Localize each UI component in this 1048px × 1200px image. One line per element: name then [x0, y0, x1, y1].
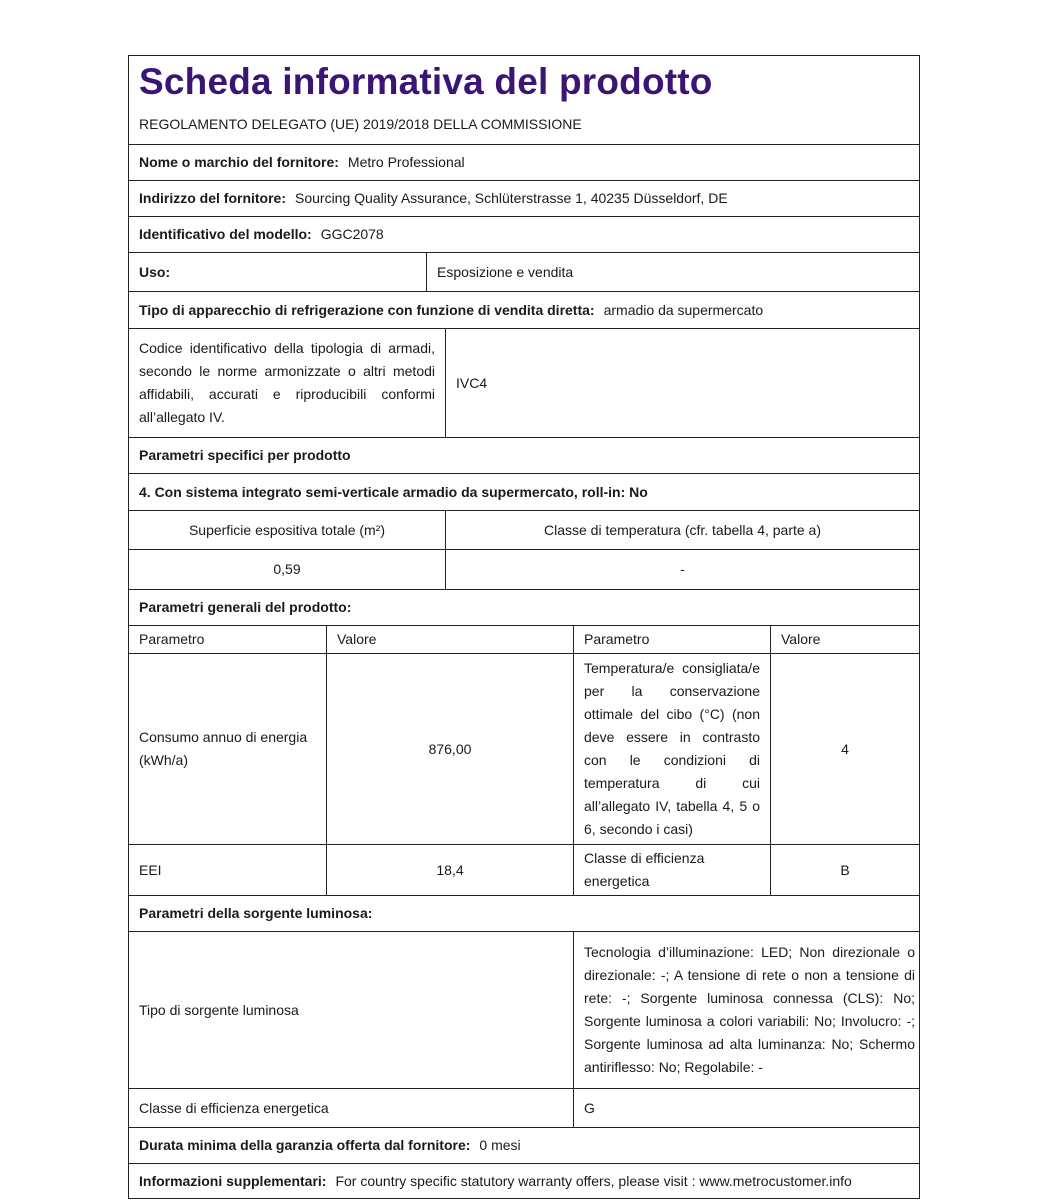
supplier-name-value: Metro Professional — [347, 154, 465, 170]
model-id-row — [129, 217, 919, 253]
light-source-type-label: Tipo di sorgente luminosa — [139, 1001, 299, 1018]
temperature-class-header: Classe di temperatura (cfr. tabella 4, parte a) — [445, 511, 919, 549]
energy-class-label: Classe di efficienza energetica — [573, 845, 770, 895]
appliance-type-row — [129, 292, 919, 329]
display-area-header: Superficie espositiva totale (m²) — [188, 521, 386, 538]
specific-params-subheading-row — [129, 474, 919, 511]
supplier-name-row — [129, 145, 919, 181]
light-source-class-value: G — [573, 1089, 919, 1127]
use-label: Uso: — [139, 263, 171, 280]
specific-params-subheading: 4. Con sistema integrato semi-verticale armadio da supermercato, roll-in: No — [139, 483, 648, 500]
energy-class-value: B — [770, 845, 919, 895]
additional-info-row — [129, 1164, 919, 1199]
recommended-temperature-label: Temperatura/e consigliata/e per la conservazione ottimale del cibo (°C) (non deve essere in contrasto con le condizioni di temperatura di cui all’allegato IV, tabella 4, 5 o 6, secondo i casi) — [573, 654, 770, 844]
additional-info-value: For country specific statutory warranty offers, please visit : www.metrocustomer.info — [335, 1173, 852, 1189]
light-source-type-value: Tecnologia d’illuminazione: LED; Non direzionale o direzionale: -; A tensione di rete o non a tensione di rete: -; Sorgente luminosa connessa (CLS): No; Sorgente luminosa a colori variabili: No; Involucro: -; Sorgente luminosa ad alta luminanza: No; Schermo antiriflesso: No; Regolabile: - — [573, 932, 919, 1088]
value-header-1: Valore — [326, 626, 573, 653]
regulation-subtitle: REGOLAMENTO DELEGATO (UE) 2019/2018 DELLA COMMISSIONE — [139, 116, 582, 132]
general-params-row-energy — [129, 654, 919, 845]
param-header-2: Parametro — [573, 626, 770, 653]
recommended-temperature-value: 4 — [770, 654, 919, 844]
specific-params-heading: Parametri specifici per prodotto — [139, 447, 351, 463]
value-header-2: Valore — [770, 626, 919, 653]
general-params-header-row — [129, 626, 919, 654]
temperature-class-value: - — [445, 550, 919, 589]
supplier-address-row — [129, 181, 919, 217]
product-information-sheet — [128, 55, 920, 1199]
specific-params-heading-row — [129, 438, 919, 474]
supplier-address-value: Sourcing Quality Assurance, Schlüterstrasse 1, 40235 Düsseldorf, DE — [295, 190, 728, 206]
light-source-heading-row — [129, 896, 919, 932]
eei-value: 18,4 — [326, 845, 573, 895]
specific-params-value-row — [129, 550, 919, 590]
display-area-value: 0,59 — [273, 561, 301, 577]
general-params-row-eei — [129, 845, 919, 896]
cabinet-code-label: Codice identificativo della tipologia di armadi, secondo le norme armonizzate o altri metodi affidabili, accurati e riproducibili conformi all’allegato IV. — [139, 340, 435, 425]
use-value: Esposizione e vendita — [426, 253, 919, 291]
model-id-label: Identificativo del modello: — [139, 226, 312, 242]
light-source-class-label: Classe di efficienza energetica — [139, 1099, 329, 1116]
general-params-heading: Parametri generali del prodotto: — [139, 599, 352, 615]
cabinet-code-value: IVC4 — [445, 329, 919, 437]
model-id-value: GGC2078 — [320, 226, 384, 242]
supplier-address-label: Indirizzo del fornitore: — [139, 190, 286, 206]
use-row — [129, 253, 919, 292]
annual-energy-value: 876,00 — [326, 654, 573, 844]
eei-label: EEI — [139, 861, 162, 878]
light-source-class-row — [129, 1089, 919, 1128]
annual-energy-label: Consumo annuo di energia (kWh/a) — [139, 729, 308, 768]
specific-params-header-row — [129, 511, 919, 550]
additional-info-label: Informazioni supplementari: — [139, 1173, 327, 1189]
cabinet-code-row — [129, 329, 919, 438]
general-params-heading-row — [129, 590, 919, 626]
supplier-name-label: Nome o marchio del fornitore: — [139, 154, 339, 170]
light-source-heading: Parametri della sorgente luminosa: — [139, 905, 373, 921]
warranty-value: 0 mesi — [479, 1137, 521, 1153]
header-block — [129, 56, 919, 145]
param-header-1: Parametro — [139, 631, 205, 647]
appliance-type-label: Tipo di apparecchio di refrigerazione con funzione di vendita diretta: — [139, 301, 595, 318]
warranty-row — [129, 1128, 919, 1164]
light-source-type-row — [129, 932, 919, 1089]
warranty-label: Durata minima della garanzia offerta dal fornitore: — [139, 1137, 471, 1153]
page-title: Scheda informativa del prodotto — [139, 61, 713, 102]
appliance-type-value: armadio da supermercato — [603, 301, 764, 318]
